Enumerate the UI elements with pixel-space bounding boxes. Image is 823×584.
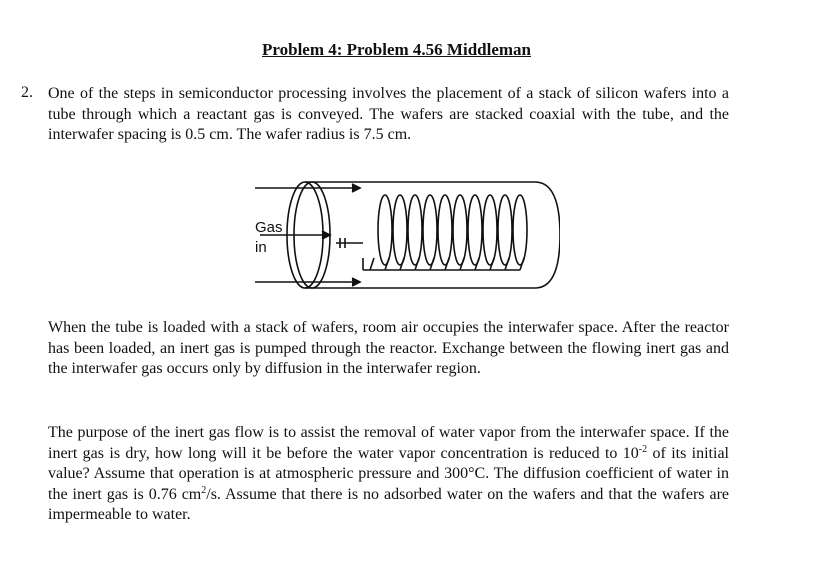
problem-paragraph-2: When the tube is loaded with a stack of wafers, room air occupies the interwafer space. After the reactor has been loaded, an inert gas is pumped through the reactor. Exchange between the flowing inert gas and the interwafer gas occurs only by diffusion in the interwafer region. [48, 319, 729, 377]
problem-intro-paragraph: One of the steps in semiconductor processing involves the placement of a stack of silicon wafers into a tube through which a reactant gas is conveyed. The wafers are stacked coaxial with the tube, and the interwafer spacing is 0.5 cm. The wafer radius is 7.5 cm. [48, 85, 729, 143]
wafer-stack [378, 195, 527, 265]
page-title: Problem 4: Problem 4.56 Middleman [262, 40, 531, 59]
gas-in-label: Gas in [255, 219, 283, 256]
problem-paragraph-3: The purpose of the inert gas flow is to assist the removal of water vapor from the interwafer space. If the inert gas is dry, how long will it be before the water vapor concentration is reduced to $10^{-2}$ of its initial value? Assume that operation is at atmospheric pressure and 300°C. The diffusion coefficient of water in the inert gas is 0.76 $cm^2/s$. Assume that there is no adsorbed water on the wafers and that the wafers are impermeable to water. [48, 424, 729, 523]
wafer-tube-diagram [240, 170, 560, 300]
problem-number: 2. [21, 84, 33, 101]
